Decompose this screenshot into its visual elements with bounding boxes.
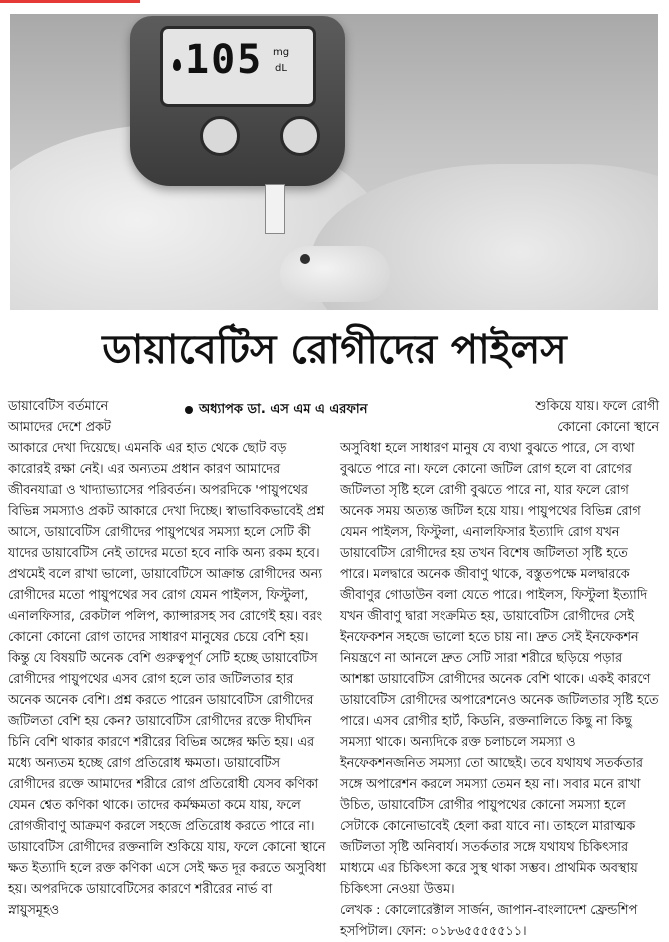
bullet-icon xyxy=(185,406,193,414)
meter-screen xyxy=(160,26,316,107)
meter-unit-bottom: dL xyxy=(275,63,287,74)
blood-drop-icon xyxy=(300,254,310,264)
byline xyxy=(185,400,485,420)
top-accent-line xyxy=(0,0,140,3)
author-note: লেখক : কোলোরেক্টাল সার্জন, জাপান-বাংলাদেশ ফ্রেন্ডশিপ হসপিটাল। ফোন: ০১৮৬৫৫৫৫৫১১। xyxy=(340,903,638,939)
finger-shape xyxy=(280,246,390,302)
meter-button-right xyxy=(280,116,320,156)
meter-unit-top: mg xyxy=(273,47,290,58)
drop-icon xyxy=(173,59,181,71)
left-body-text: আকারে দেখা দিয়েছে। এমনকি এর হাত থেকে ছোট বড় কারোরই রক্ষা নেই। এর অন্যতম প্রধান কারণ আমাদের জীবনযাত্রা ও খাদ্যাভ্যাসের পরিবর্তন। অপরদিকে 'পায়ুপথের বিভিন্ন সমস্যাও প্রকট আকারে দেখা দিচ্ছে। স্বাভাবিকভাবেই প্রশ্ন আসে, ডায়াবেটিস রোগীদের পায়ুপথের সমস্যা হলে সেটি কী যাদের ডায়াবেটিস নেই তাদের মতো হবে নাকি অন্য রকম হবে। প্রথমেই বলে রাখা ভালো, ডায়াবেটিসে আক্রান্ত রোগীদের অন্য রোগীদের মতো পায়ুপথের সব রোগ যেমন পাইলস, ফিস্টুলা, এনালফিসার, রেকটাল পলিপ, ক্যান্সারসহ সব রোগেই হয়। বরং কোনো কোনো রোগ তাদের সাধারণ মানুষের চেয়ে বেশি হয়। কিন্তু যে বিষয়টি অনেক বেশি গুরুত্বপূর্ণ সেটি হচ্ছে ডায়াবেটিস রোগীদের পায়ুপথের এসব রোগ হলে তার জটিলতার হার অনেক অনেক বেশি। প্রশ্ন করতে পারেন ডায়াবেটিস রোগীদের জটিলতা বেশি হয় কেন? ডায়াবেটিস রোগীদের রক্তে দীর্ঘদিন চিনি বেশি থাকার কারণে শরীরের বিভিন্ন অঙ্গের ক্ষতি হয়। এর মধ্যে অন্যতম হচ্ছে রোগ প্রতিরোধ ক্ষমতা। ডায়াবেটিস রোগীদের রক্তে আমাদের শরীরে রোগ প্রতিরোধী যেসব কণিকা যেমন শ্বেত কণিকা থাকে। তাদের কর্মক্ষমতা কমে যায়, ফলে রোগজীবাণু আক্রমণ করলে সহজে প্রতিরোধ করতে পারে না। ডায়াবেটিস রোগীদের রক্তনালি শুকিয়ে যায়, ফলে কোনো স্থানে ক্ষত ইত্যাদি হলে রক্ত কণিকা এসে সেই ক্ষত দূর করতে অসুবিধা হয়। অপরদিকে ডায়াবেটিসের কারণে শরীরের নার্ভ বা স্নায়ুসমূহও xyxy=(8,441,326,918)
meter-button-left xyxy=(200,116,240,156)
right-intro xyxy=(505,396,659,438)
byline-text: অধ্যাপক ডা. এস এম এ এরফান xyxy=(199,402,368,417)
right-body-text: অসুবিধা হলে সাধারণ মানুষ যে ব্যথা বুঝতে পারে, সে ব্যথা বুঝতে পারে না। ফলে কোনো জটিল রোগ হলে বা রোগের জটিলতা সৃষ্টি হলে রোগী বুঝতে পারে না, যার ফলে রোগ অনেক সময় অত্যন্ত জটিল হয়ে যায়। পায়ুপথের বিভিন্ন রোগ যেমন পাইলস, ফিস্টুলা, এনালফিসার ইত্যাদি রোগ যখন ডায়াবেটিস রোগীদের হয় তখন বিশেষ জটিলতা সৃষ্টি হতে পারে। মলদ্বারে অনেক জীবাণু থাকে, বস্তুতপক্ষে মলদ্বারকে জীবাণুর গোডাউন বলা যেতে পারে। পাইলস, ফিস্টুলা ইত্যাদি যখন জীবাণু দ্বারা সংক্রমিত হয়, ডায়াবেটিস রোগীদের সেই ইনফেকশন সহজে ভালো হতে চায় না। দ্রুত সেই ইনফেকশন নিয়ন্ত্রণে না আনলে দ্রুত সেটি সারা শরীরে ছড়িয়ে পড়ার আশঙ্কা ডায়াবেটিস রোগীদের অনেক বেশি থাকে। একই কারণে ডায়াবেটিস রোগীদের অপারেশনেও অনেক জটিলতার সৃষ্টি হতে পারে। এসব রোগীর হার্ট, কিডনি, রক্তনালিতে কিছু না কিছু সমস্যা থাকে। অন্যদিকে রক্ত চলাচলে সমস্যা ও ইনফেকশনজনিত সমস্যা তো আছেই। তবে যথাযথ সতর্কতার সঙ্গে অপারেশন করলে সমস্যা তেমন হয় না। সবার মনে রাখা উচিত, ডায়াবেটিস রোগীর পায়ুপথের কোনো সমস্যা হলে সেটাকে কোনোভাবেই হেলা করা যাবে না। তাহলে মারাত্মক জটিলতা সৃষ্টি অনিবার্য। সতর্কতার সঙ্গে যথাযথ চিকিৎসার মাধ্যমে এর চিকিৎসা করে সুস্থ থাকা সম্ভব। প্রাথমিক অবস্থায় চিকিৎসা নেওয়া উত্তম। xyxy=(340,441,659,897)
right-column xyxy=(340,438,660,942)
test-strip xyxy=(265,184,285,234)
glucose-meter xyxy=(130,16,345,186)
right-intro-text: শুকিয়ে যায়। ফলে রোগী কোনো কোনো স্থানে xyxy=(535,399,659,435)
top-bar xyxy=(0,0,669,6)
meter-reading: 105 xyxy=(185,37,264,83)
left-column xyxy=(8,396,326,921)
article-photo xyxy=(10,14,658,310)
headline: ডায়াবেটিস রোগীদের পাইলস xyxy=(102,327,567,373)
left-intro-line-1: ডায়াবেটিস বর্তমানে xyxy=(8,399,109,414)
left-intro-line-2: আমাদের দেশে প্রকট xyxy=(8,420,111,435)
